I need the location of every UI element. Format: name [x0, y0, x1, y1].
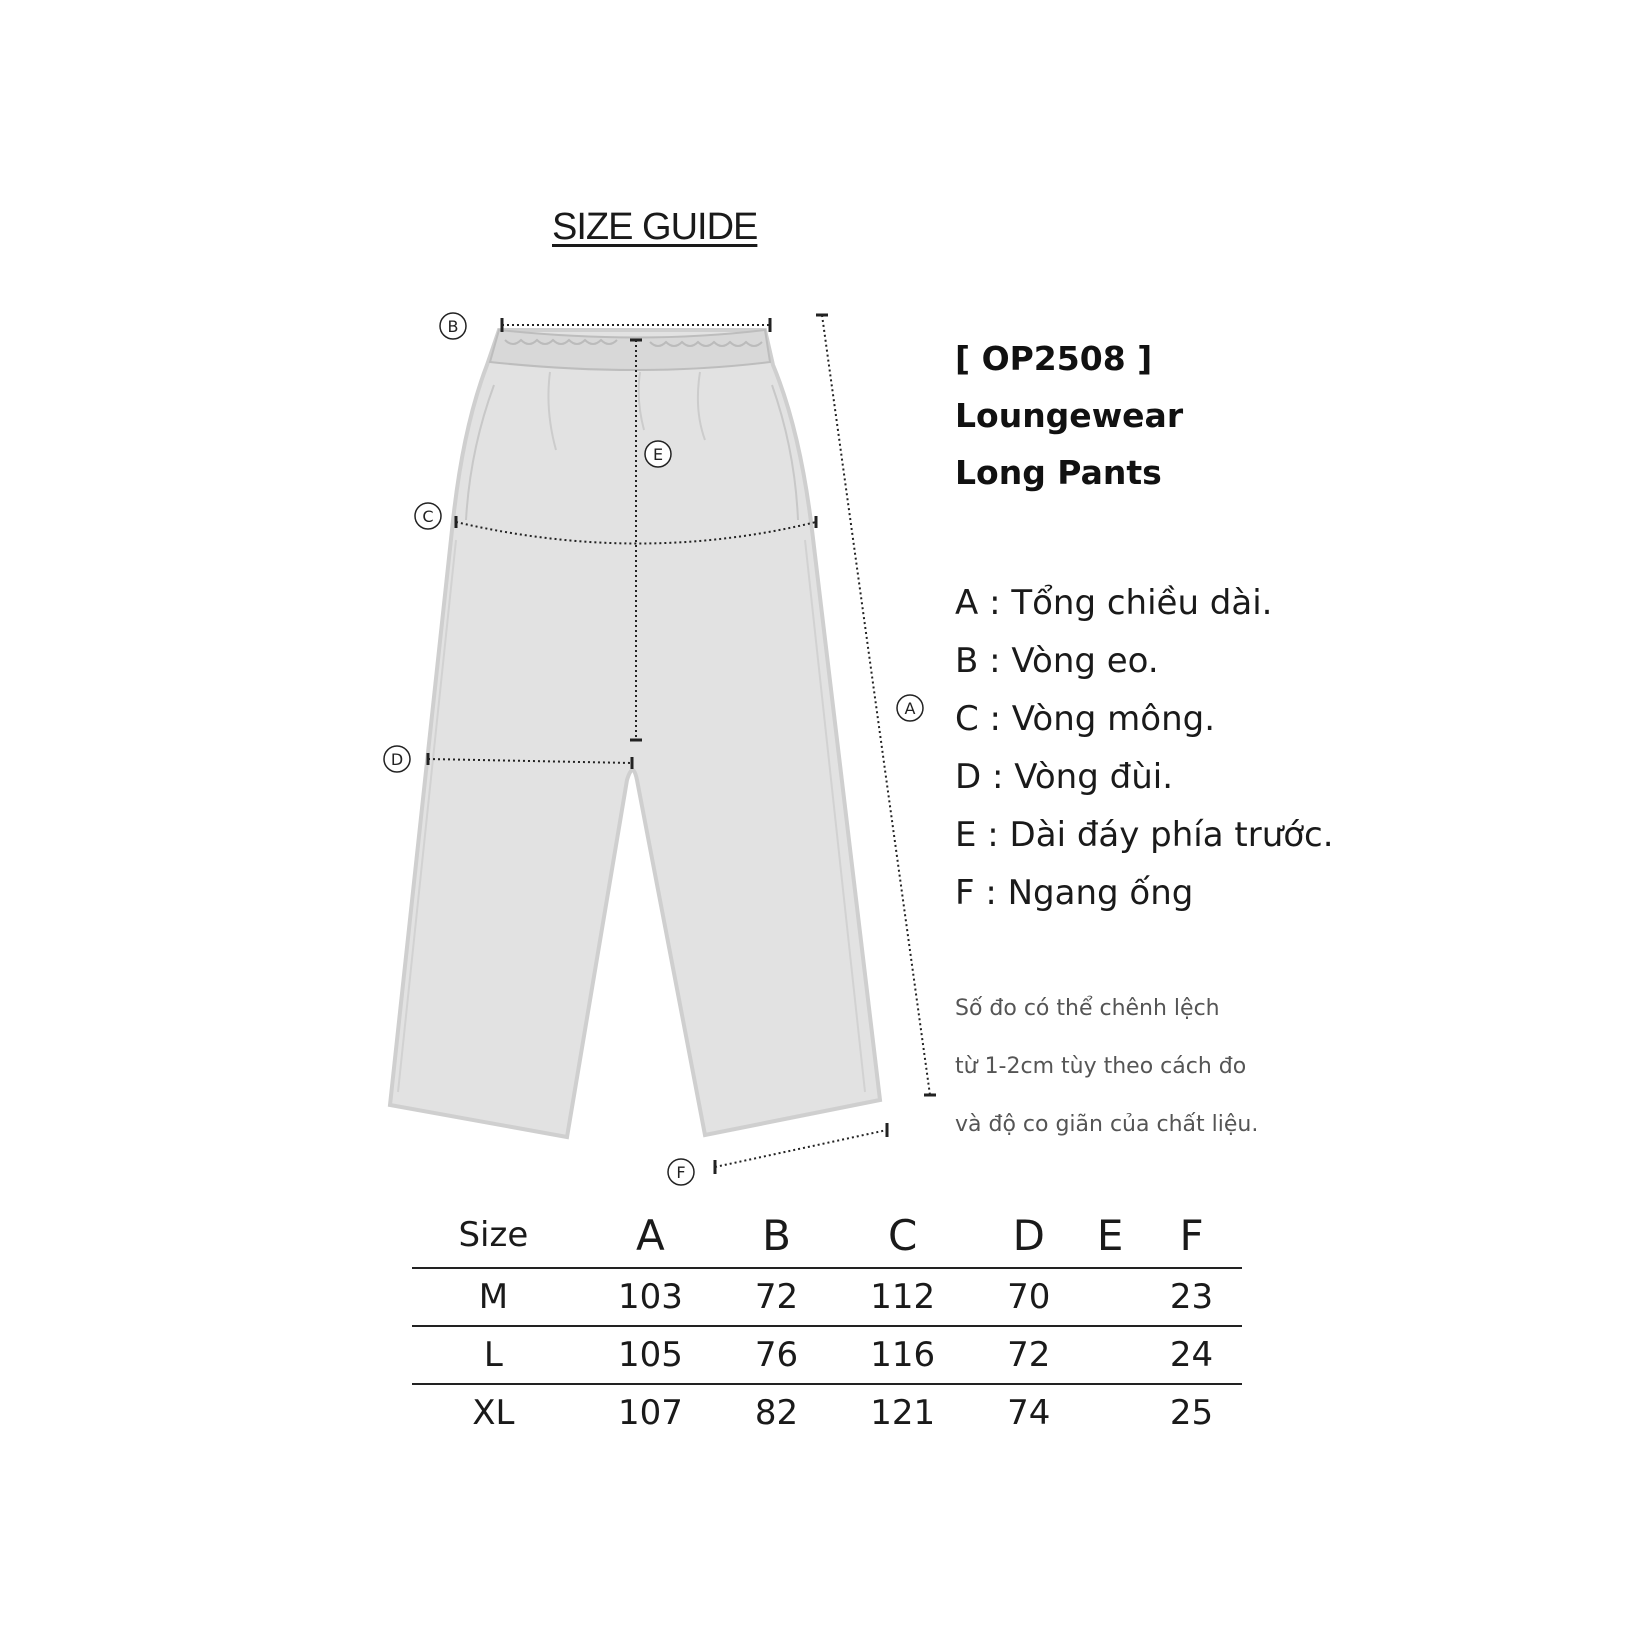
product-code: [ OP2508 ] — [955, 339, 1153, 378]
label-b-marker — [440, 313, 466, 339]
table-row — [412, 1384, 1242, 1441]
svg-text:E: E — [652, 445, 664, 464]
note-line-2: từ 1-2cm tùy theo cách đo — [955, 1054, 1247, 1079]
label-d-marker — [384, 746, 410, 772]
cell-e — [1079, 1268, 1141, 1326]
label-f-marker — [668, 1159, 694, 1185]
header-c: C — [827, 1203, 978, 1268]
measure-f — [715, 1130, 887, 1167]
table-row — [412, 1326, 1242, 1384]
cell-f: 23 — [1141, 1268, 1242, 1326]
cell-f: 24 — [1141, 1326, 1242, 1384]
svg-text:F: F — [676, 1163, 686, 1182]
cell-e — [1079, 1326, 1141, 1384]
cell-c: 116 — [827, 1326, 978, 1384]
size-table — [412, 1203, 1242, 1441]
header-a: A — [575, 1203, 726, 1268]
cell-size: M — [412, 1268, 575, 1326]
legend-item-d: D : Vòng đùi. — [955, 757, 1173, 797]
table-row — [412, 1268, 1242, 1326]
svg-text:C: C — [422, 507, 434, 526]
cell-f: 25 — [1169, 1393, 1214, 1433]
cell-d: 72 — [978, 1326, 1079, 1384]
legend-item-b: B : Vòng eo. — [955, 641, 1159, 681]
table-header-row — [412, 1203, 1242, 1268]
legend-item-c: C : Vòng mông. — [955, 699, 1216, 739]
legend-item-a: A : Tổng chiều dài. — [955, 583, 1273, 623]
cell-size: L — [412, 1326, 575, 1384]
svg-text:A: A — [904, 699, 916, 718]
product-line-1: Loungewear — [955, 396, 1184, 435]
cell-b: 82 — [754, 1393, 799, 1433]
svg-text:B: B — [447, 317, 459, 336]
svg-text:D: D — [390, 750, 404, 769]
page-title: SIZE GUIDE — [552, 206, 758, 248]
header-b: B — [726, 1203, 827, 1268]
label-a-marker — [897, 695, 923, 721]
measurement-legend — [955, 574, 1334, 922]
header-size: Size — [412, 1203, 575, 1268]
label-e-marker — [645, 441, 671, 467]
cell-b: 76 — [726, 1326, 827, 1384]
product-line-2: Long Pants — [955, 453, 1162, 492]
cell-size: XL — [472, 1393, 515, 1433]
cell-a: 107 — [617, 1393, 683, 1433]
cell-a: 105 — [575, 1326, 726, 1384]
note-line-3: và độ co giãn của chất liệu. — [955, 1112, 1259, 1137]
cell-b: 72 — [726, 1268, 827, 1326]
cell-e — [1079, 1384, 1141, 1441]
cell-c: 112 — [827, 1268, 978, 1326]
legend-item-f: F : Ngang ống — [955, 873, 1194, 913]
cell-d: 74 — [1007, 1393, 1051, 1433]
header-d: D — [978, 1203, 1079, 1268]
cell-c: 121 — [870, 1393, 936, 1433]
cell-d: 70 — [978, 1268, 1079, 1326]
legend-item-e: E : Dài đáy phía trước. — [955, 815, 1334, 855]
product-info — [955, 330, 1183, 501]
header-e: E — [1079, 1203, 1141, 1268]
label-c-marker — [415, 503, 441, 529]
measurement-note — [955, 980, 1258, 1154]
note-line-1: Số đo có thể chênh lệch — [955, 996, 1220, 1021]
cell-a: 103 — [575, 1268, 726, 1326]
header-f: F — [1141, 1203, 1242, 1268]
